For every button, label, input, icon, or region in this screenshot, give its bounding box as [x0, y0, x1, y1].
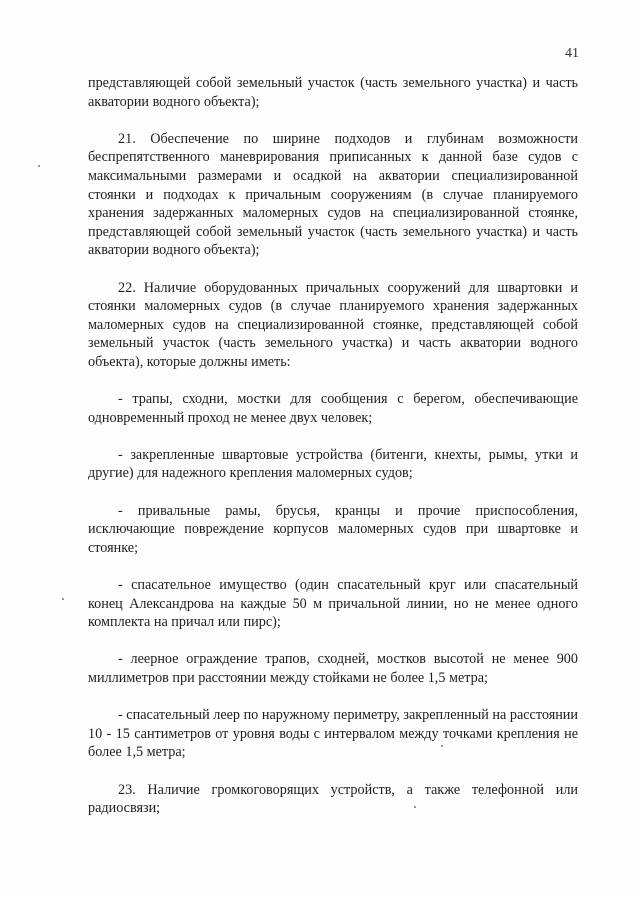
- list-item-rescue-equipment: - спасательное имущество (один спасательный круг или спасательный конец Александрова на каждые 50 м причальной линии, но не менее одного комплекта на причал или пирс);: [88, 577, 578, 631]
- list-item-fenders: - привальные рамы, брусья, кранцы и прочие приспособления, исключающие повреждение корпусов маломерных судов при швартовке и стоянке;: [88, 502, 578, 556]
- paragraph-item-22: 22. Наличие оборудованных причальных сооружений для швартовки и стоянки маломерных судов (в случае планируемого хранения задержанных маломерных судов на специализированной стоянке, представляющей собой земельный участок (часть земельного участка) и часть акватории водного объекта), которые должны иметь:: [88, 279, 578, 370]
- paragraph-continuation: представляющей собой земельный участок (часть земельного участка) и часть акватории водного объекта);: [88, 75, 578, 110]
- scan-speck: [441, 745, 443, 747]
- paragraph-item-21: 21. Обеспечение по ширине подходов и глубинам возможности беспрепятственного маневрирования приписанных к данной базе судов с максимальными размерами и осадкой на акватории специализированной стоянки и подходах к причальным сооружениям (в случае планируемого хранения задержанных маломерных судов на специализированной стоянке, представляющей собой земельный участок (часть земельного участка) и часть акватории водного объекта);: [88, 130, 578, 259]
- scan-speck: [414, 806, 416, 808]
- scan-speck: [38, 165, 40, 167]
- page-number: 41: [565, 46, 579, 61]
- list-item-rescue-line: - спасательный леер по наружному периметру, закрепленный на расстоянии 10 - 15 сантиметров от уровня воды с интервалом между точками крепления не более 1,5 метра;: [88, 707, 578, 761]
- paragraph-item-23: 23. Наличие громкоговорящих устройств, а также телефонной или радиосвязи;: [88, 781, 578, 817]
- list-item-railing: - леерное ограждение трапов, сходней, мостков высотой не менее 900 миллиметров при расстоянии между стойками не более 1,5 метра;: [88, 651, 578, 686]
- document-body: [88, 74, 578, 818]
- list-item-gangways: - трапы, сходни, мостки для сообщения с берегом, обеспечивающие одновременный проход не менее двух человек;: [88, 391, 578, 426]
- list-item-mooring-devices: - закрепленные швартовые устройства (битенги, кнехты, рымы, утки и другие) для надежного крепления маломерных судов;: [88, 446, 578, 482]
- scan-speck: [62, 598, 64, 600]
